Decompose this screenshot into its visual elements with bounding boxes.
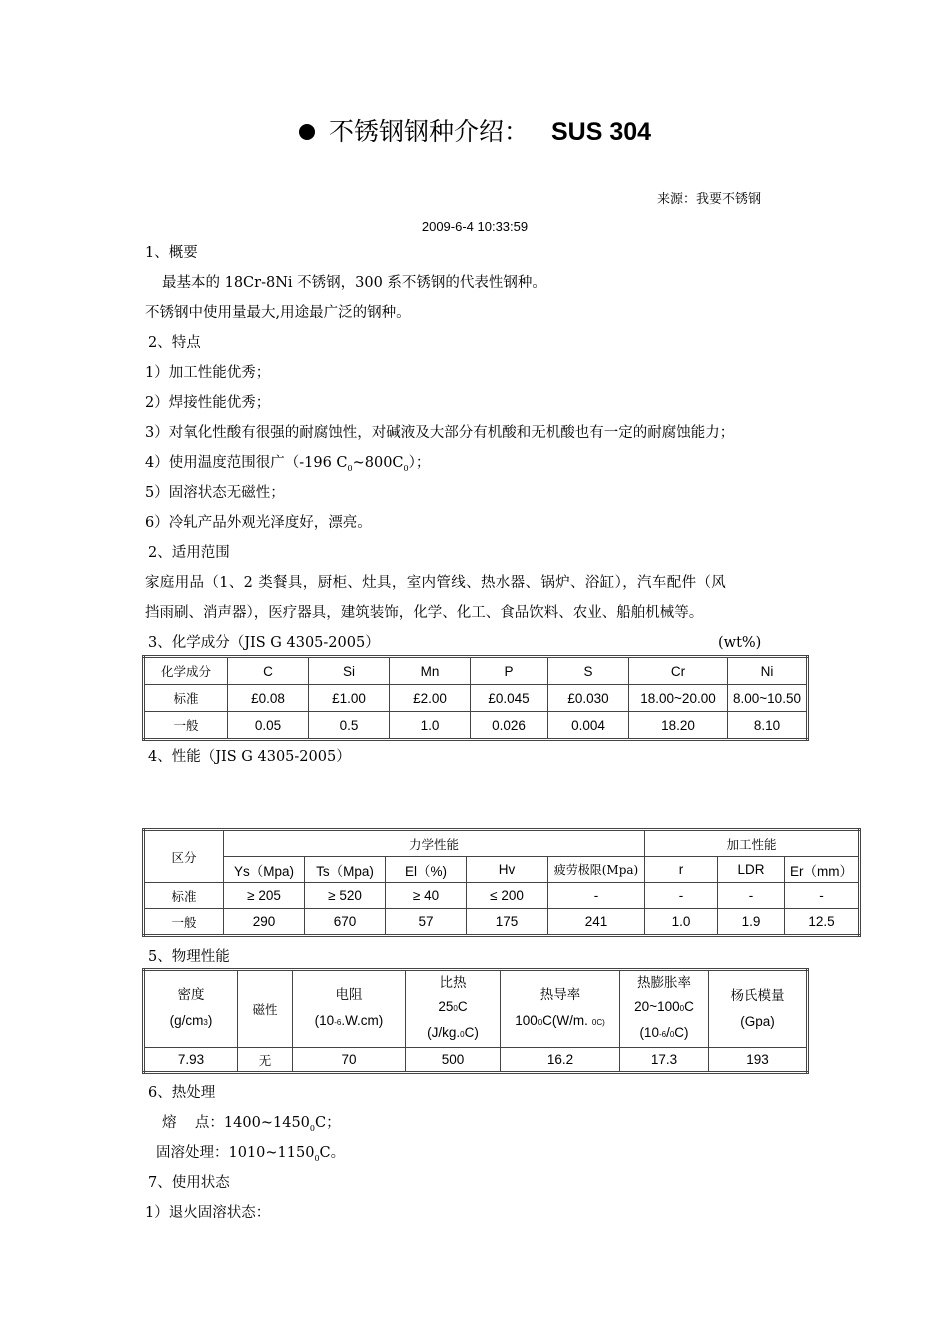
table-cell: 热膨胀率 20~1000C (10-6/0C) — [620, 970, 709, 1048]
table-row — [144, 857, 860, 883]
sec2-item1: 1）加工性能优秀； — [145, 365, 271, 381]
table-cell: 磁性 — [238, 970, 293, 1048]
table-cell: 杨氏模量 (Gpa) — [709, 970, 808, 1048]
table-cell: 18.00~20.00 — [629, 685, 728, 712]
source-text: 来源：我要不锈钢 — [657, 192, 762, 207]
table-cell: 0.5 — [309, 712, 390, 740]
table-cell: 化学成分 — [144, 657, 228, 685]
table-row — [144, 712, 808, 740]
table-cell: 18.20 — [629, 712, 728, 740]
table-cell: £2.00 — [390, 685, 471, 712]
table-cell: 区分 — [144, 830, 224, 883]
table-cell: 1.0 — [390, 712, 471, 740]
table-cell: Er（mm） — [785, 857, 860, 883]
table-row — [144, 883, 860, 909]
table-cell: 比热 250C (J/kg.0C) — [406, 970, 501, 1048]
table-cell: 标准 — [144, 685, 228, 712]
chem-table — [142, 655, 809, 741]
table-cell: 8.00~10.50 — [728, 685, 808, 712]
table-cell: 0.05 — [228, 712, 309, 740]
sec5-heading: 4、性能（JIS G 4305-2005） — [148, 749, 351, 765]
table-row — [144, 1048, 808, 1073]
table-cell: 70 — [293, 1048, 406, 1073]
sec2-heading: 2、特点 — [148, 335, 201, 351]
table-cell: Si — [309, 657, 390, 685]
sec2-item4: 4）使用温度范围很广（-196 $C_0\sim 800C_0$）； — [145, 455, 431, 473]
table-cell: 电阻 (10-6.W.cm) — [293, 970, 406, 1048]
table-cell: 16.2 — [501, 1048, 620, 1073]
table-cell: LDR — [718, 857, 785, 883]
table-cell: C — [228, 657, 309, 685]
sec2-item2: 2）焊接性能优秀； — [145, 395, 271, 411]
sec1-heading: 1、概要 — [145, 245, 198, 261]
table-cell: 17.3 — [620, 1048, 709, 1073]
table-cell: 热导率 1000C(W/m. 0C) — [501, 970, 620, 1048]
solution-treatment: 固溶处理：$1010\sim 1150_0C$。 — [156, 1145, 346, 1163]
table-cell: 标准 — [144, 883, 224, 909]
table-cell: 0.004 — [548, 712, 629, 740]
table-cell: Ni — [728, 657, 808, 685]
table-cell: 力学性能 — [224, 830, 645, 857]
table-cell: El（%) — [386, 857, 467, 883]
table-cell: 无 — [238, 1048, 293, 1073]
phys-table — [142, 968, 809, 1074]
table-cell: 一般 — [144, 712, 228, 740]
table-row — [144, 970, 808, 1048]
table-cell: S — [548, 657, 629, 685]
table-cell: P — [471, 657, 548, 685]
table-cell: ≥ 205 — [224, 883, 305, 909]
table-cell: - — [785, 883, 860, 909]
sec2-item6: 6）冷轧产品外观光泽度好，漂亮。 — [145, 515, 372, 531]
table-cell: £0.030 — [548, 685, 629, 712]
table-cell: ≥ 520 — [305, 883, 386, 909]
table-cell: 7.93 — [144, 1048, 238, 1073]
table-cell: £0.045 — [471, 685, 548, 712]
sec7-heading: 6、热处理 — [148, 1085, 216, 1101]
table-cell: £0.08 — [228, 685, 309, 712]
table-cell: r — [645, 857, 718, 883]
title-en: SUS 304 — [550, 118, 652, 146]
table-cell: Ts（Mpa) — [305, 857, 386, 883]
mech-table — [142, 828, 861, 937]
table-cell: 290 — [224, 909, 305, 936]
table-cell: Ys（Mpa) — [224, 857, 305, 883]
table-cell: 500 — [406, 1048, 501, 1073]
table-cell: ≤ 200 — [467, 883, 548, 909]
table-cell: 193 — [709, 1048, 808, 1073]
page-title — [0, 112, 950, 152]
sec2-item3: 3）对氧化性酸有很强的耐腐蚀性，对碱液及大部分有机酸和无机酸也有一定的耐腐蚀能力； — [145, 425, 735, 441]
table-cell: Mn — [390, 657, 471, 685]
sec4-heading: 3、化学成分（JIS G 4305-2005） — [148, 635, 380, 651]
table-row — [144, 909, 860, 936]
table-cell: - — [645, 883, 718, 909]
table-cell: Hv — [467, 857, 548, 883]
table-cell: 241 — [548, 909, 645, 936]
table-cell: 1.0 — [645, 909, 718, 936]
title-cn: 不锈钢钢种介绍： — [328, 117, 529, 146]
sec3-heading: 2、适用范围 — [148, 545, 230, 561]
melting-point: 熔 点：$1400\sim 1450_0C$； — [162, 1115, 341, 1133]
sec1-p2: 不锈钢中使用量最大,用途最广泛的钢种。 — [145, 305, 411, 321]
sec1-p1: 最基本的 18Cr-8Ni 不锈钢，300 系不锈钢的代表性钢种。 — [162, 275, 547, 291]
table-cell: ≥ 40 — [386, 883, 467, 909]
table-cell: 一般 — [144, 909, 224, 936]
table-cell: 1.9 — [718, 909, 785, 936]
table-cell: 670 — [305, 909, 386, 936]
sec8-heading: 7、使用状态 — [148, 1175, 230, 1191]
table-cell: 8.10 — [728, 712, 808, 740]
sec2-item5: 5）固溶状态无磁性； — [145, 485, 285, 501]
sec3-p1: 家庭用品（1、2 类餐具，厨柜、灶具，室内管线、热水器、锅炉、浴缸），汽车配件（风 — [145, 575, 727, 591]
table-cell: 加工性能 — [645, 830, 860, 857]
table-cell: Cr — [629, 657, 728, 685]
table-cell: - — [548, 883, 645, 909]
date-text: 2009-6-4 10:33:59 — [421, 219, 529, 234]
table-cell: 12.5 — [785, 909, 860, 936]
table-row — [144, 685, 808, 712]
table-cell: £1.00 — [309, 685, 390, 712]
sec3-p2: 挡雨刷、消声器），医疗器具，建筑装饰，化学、化工、食品饮料、农业、船舶机械等。 — [145, 605, 704, 621]
table-cell: 疲劳极限(Mpa) — [548, 857, 645, 883]
table-cell: 57 — [386, 909, 467, 936]
sec4-unit: (wt%) — [718, 635, 762, 651]
table-cell: 密度 (g/cm3) — [144, 970, 238, 1048]
table-row — [144, 830, 860, 857]
table-row — [144, 657, 808, 685]
sec6-heading: 5、物理性能 — [148, 949, 230, 965]
table-cell: - — [718, 883, 785, 909]
table-cell: 175 — [467, 909, 548, 936]
table-cell: 0.026 — [471, 712, 548, 740]
bullet-icon — [299, 124, 315, 140]
sec8-item1: 1）退火固溶状态： — [145, 1205, 271, 1221]
